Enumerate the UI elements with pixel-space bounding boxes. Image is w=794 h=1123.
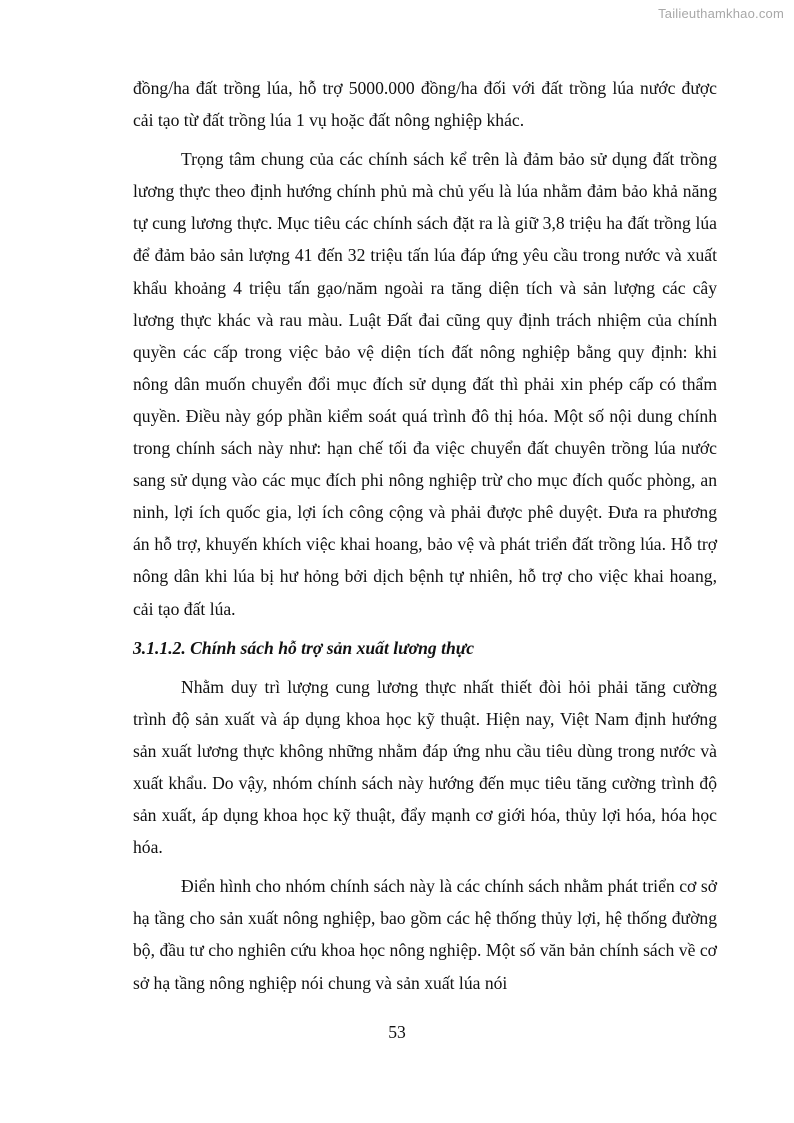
paragraph-gap [133,863,717,870]
paragraph-continuation: đồng/ha đất trồng lúa, hỗ trợ 5000.000 đồng/ha đối với đất trồng lúa nước được cải tạo từ đất trồng lúa 1 vụ hoặc đất nông nghiệp khác. [133,78,717,131]
paragraph-infrastructure: Điển hình cho nhóm chính sách này là các chính sách nhằm phát triển cơ sở hạ tầng cho sản xuất nông nghiệp, bao gồm các hệ thống thủy lợi, hệ thống đường bộ, đầu tư cho nghiên cứu khoa học nông nghiệp. Một số văn bản chính sách về cơ sở hạ tầng nông nghiệp nói chung và sản xuất lúa nói [133,876,717,993]
document-body [133,72,717,999]
section-heading: 3.1.1.2. Chính sách hỗ trợ sản xuất lương thực [133,637,475,658]
paragraph-gap [133,136,717,143]
page-number: 53 [388,1022,406,1042]
paragraph-gap [133,625,717,632]
paragraph-production-support: Nhằm duy trì lượng cung lương thực nhất thiết đòi hỏi phải tăng cường trình độ sản xuất và áp dụng khoa học kỹ thuật. Hiện nay, Việt Nam định hướng sản xuất lương thực không những nhằm đáp ứng nhu cầu tiêu dùng trong nước và xuất khẩu. Do vậy, nhóm chính sách này hướng đến mục tiêu tăng cường trình độ sản xuất, áp dụng khoa học kỹ thuật, đẩy mạnh cơ giới hóa, thủy lợi hóa, hóa học hóa. [133,676,717,858]
paragraph-land-policy-focus: Trọng tâm chung của các chính sách kể trên là đảm bảo sử dụng đất trồng lương thực theo định hướng chính phủ mà chủ yếu là lúa nhằm đảm bảo khả năng tự cung lương thực. Mục tiêu các chính sách đặt ra là giữ 3,8 triệu ha đất trồng lúa để đảm bảo sản lượng 41 đến 32 triệu tấn lúa đáp ứng yêu cầu trong nước và xuất khẩu khoảng 4 triệu tấn gạo/năm ngoài ra tăng diện tích và sản lượng các cây lương thực khác và rau màu. Luật Đất đai cũng quy định trách nhiệm của chính quyền các cấp trong việc bảo vệ diện tích đất nông nghiệp bằng quy định: khi nông dân muốn chuyển đổi mục đích sử dụng đất thì phải xin phép cấp có thẩm quyền. Điều này góp phần kiểm soát quá trình đô thị hóa. Một số nội dung chính trong chính sách này như: hạn chế tối đa việc chuyển đất chuyên trồng lúa nước sang sử dụng vào các mục đích phi nông nghiệp trừ cho mục đích quốc phòng, an ninh, lợi ích quốc gia, lợi ích công cộng và phải được phê duyệt. Đưa ra phương án hỗ trợ, khuyến khích việc khai hoang, bảo vệ và phát triển đất trồng lúa. Hỗ trợ nông dân khi lúa bị hư hỏng bởi dịch bệnh tự nhiên, hỗ trợ cho việc khai hoang, cải tạo đất lúa. [133,149,717,619]
watermark: Tailieuthamkhao.com [658,6,784,21]
paragraph-gap [133,664,717,671]
